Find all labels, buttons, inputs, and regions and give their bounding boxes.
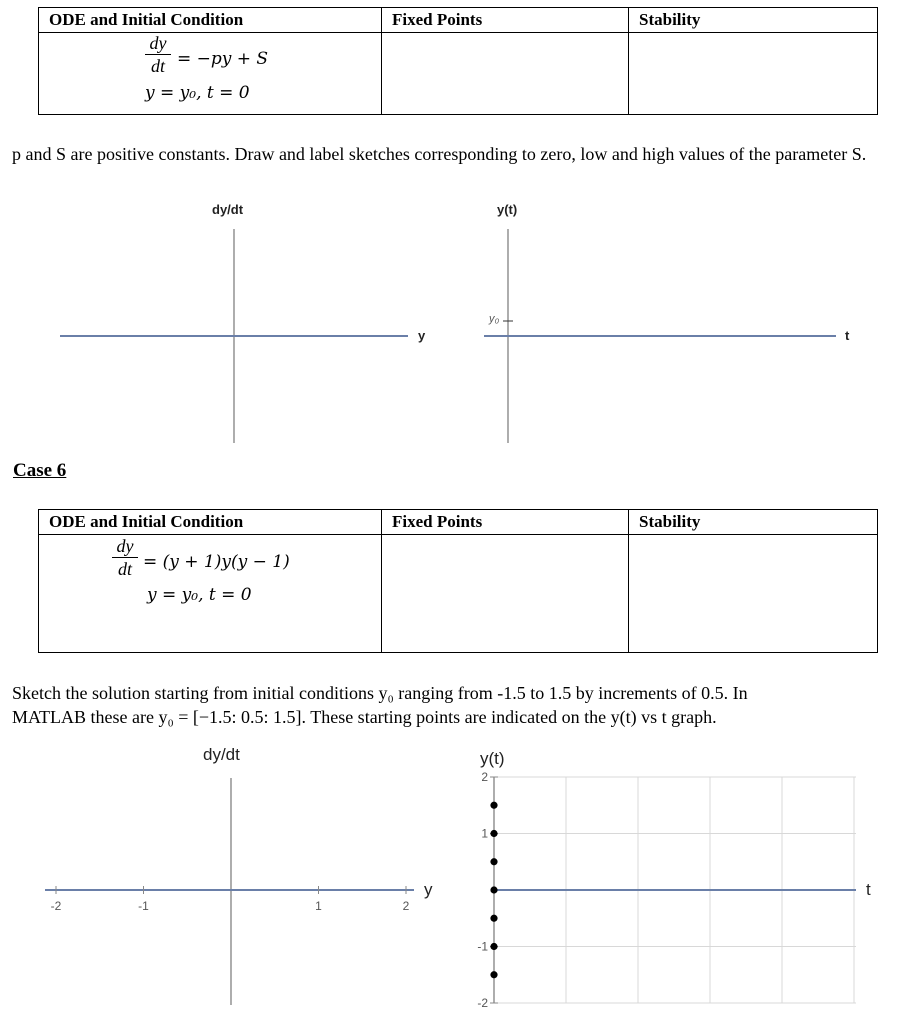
initial-condition-2: y = y₀, t = 0 — [147, 585, 252, 605]
g2-initial-point — [490, 830, 497, 837]
g2-right-tick-label: -2 — [477, 996, 488, 1010]
g1-right-ylabel: y(t) — [497, 202, 518, 217]
eq2-numerator: dy — [116, 536, 134, 556]
g2-initial-point — [490, 802, 497, 809]
g2-left-ylabel: dy/dt — [203, 745, 240, 764]
g1-left-xlabel: y — [418, 328, 426, 343]
g2-initial-point — [490, 971, 497, 978]
instructions-2-line1: Sketch the solution starting from initial conditions y₀ ranging from -1.5 to 1.5 by increments of 0.5. In — [12, 683, 748, 703]
g2-initial-point — [490, 915, 497, 922]
g2-right-ylabel: y(t) — [480, 749, 505, 768]
g2-left-tick-label: 2 — [402, 899, 410, 913]
g1-y0-label: y₀ — [489, 313, 500, 325]
g1-left-ylabel: dy/dt — [212, 202, 244, 217]
g2-right-tick-label: 2 — [481, 770, 488, 784]
g2-right-tick-label: 1 — [481, 826, 488, 841]
instructions-1: p and S are positive constants. Draw and label sketches corresponding to zero, low and high values of the parameter S. — [12, 144, 867, 164]
g2-left-tick-label: 1 — [315, 899, 322, 913]
eq1-numerator: dy — [149, 33, 167, 53]
header-ode: ODE and Initial Condition — [39, 8, 382, 33]
g2-right-tick-label: -1 — [477, 939, 488, 954]
g2-initial-point — [490, 858, 497, 865]
header-ode: ODE and Initial Condition — [39, 510, 382, 535]
header-fixed-points: Fixed Points — [382, 8, 629, 33]
g2-left-tick-label: -1 — [138, 899, 149, 913]
equation-1-rhs: = −py + S — [177, 49, 269, 69]
header-fixed-points: Fixed Points — [382, 510, 629, 535]
g2-initial-point — [490, 886, 497, 893]
eq1-denominator: dt — [150, 56, 165, 76]
eq2-denominator: dt — [117, 559, 132, 579]
g2-initial-point — [490, 943, 497, 950]
g2-right-xlabel: t — [866, 880, 871, 899]
equation-2-rhs: = (y + 1)y(y − 1) — [143, 552, 290, 572]
g1-right-xlabel: t — [845, 328, 850, 343]
g2-left-tick-label: -2 — [50, 899, 62, 913]
header-stability: Stability — [629, 510, 878, 535]
initial-condition-1: y = y₀, t = 0 — [145, 83, 250, 103]
header-stability: Stability — [629, 8, 878, 33]
instructions-2-line2: MATLAB these are y₀ = [−1.5: 0.5: 1.5]. These starting points are indicated on the y(t) vs t graph. — [12, 707, 717, 727]
case-6-heading: Case 6 — [13, 460, 67, 481]
g2-left-xlabel: y — [424, 880, 433, 899]
